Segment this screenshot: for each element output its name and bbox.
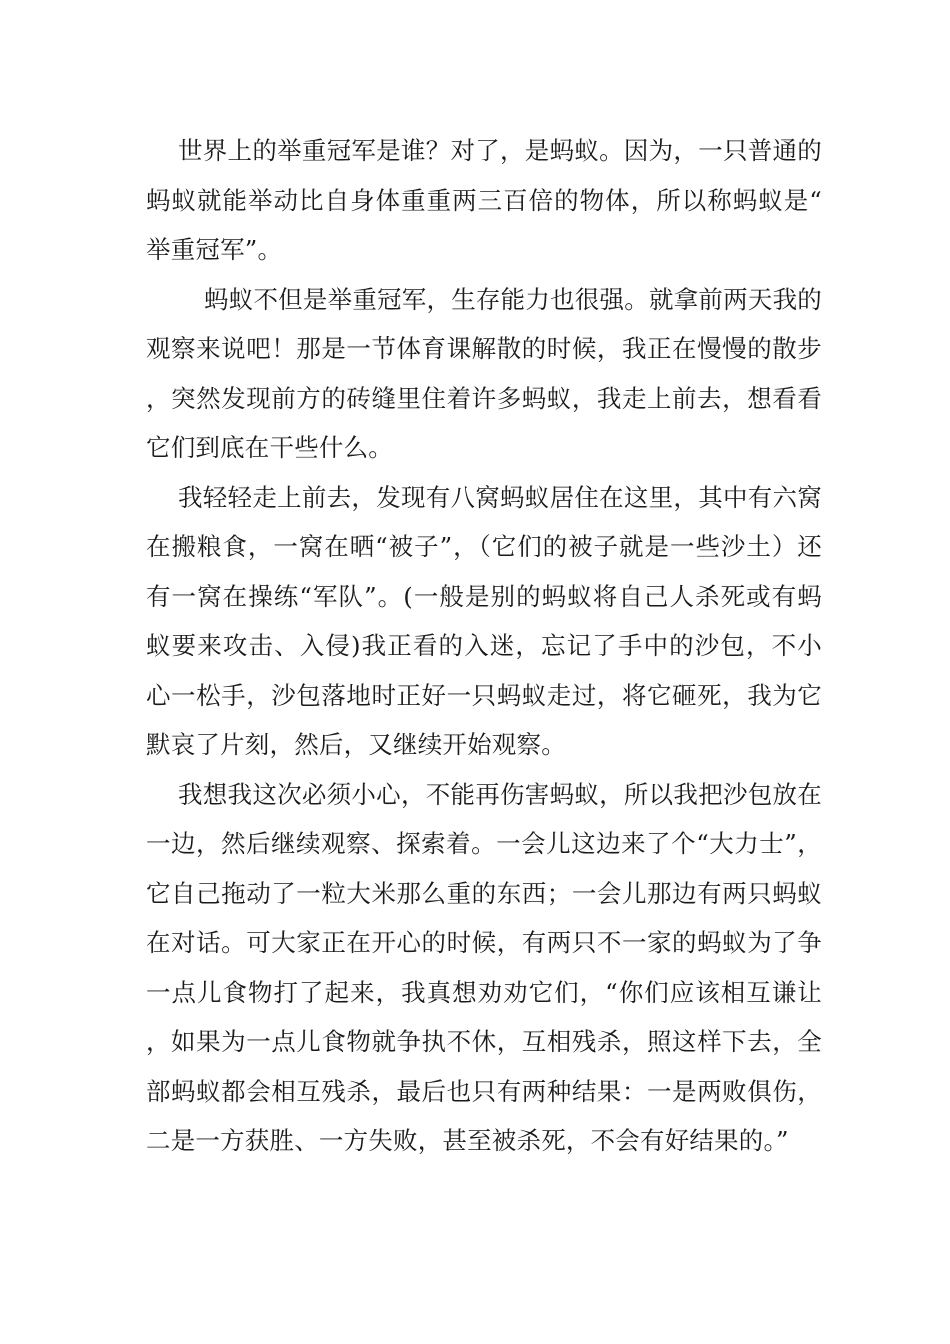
paragraph-1: 世界上的举重冠军是谁？对了，是蚂蚁。因为，一只普通的蚂蚁就能举动比自身体重重两三百倍的物体，所以称蚂蚁是“举重冠军”。 — [146, 136, 822, 264]
paragraph-4: 我想我这次必须小心，不能再伤害蚂蚁，所以我把沙包放在一边，然后继续观察、探索着。一会儿这边来了个“大力士”，它自己拖动了一粒大米那么重的东西；一会儿那边有两只蚂蚁在对话。可大家正在开心的时候，有两只不一家的蚂蚁为了争一点儿食物打了起来，我真想劝劝它们，“你们应该相互谦让，如果为一点儿食物就争执不休，互相残杀，照这样下去，全部蚂蚁都会相互残杀，最后也只有两种结果：一是两败俱伤，二是一方获胜、一方失败，甚至被杀死，不会有好结果的。” — [146, 779, 822, 1155]
paragraph-2: 蚂蚁不但是举重冠军，生存能力也很强。就拿前两天我的观察来说吧！那是一节体育课解散的时候，我正在慢慢的散步，突然发现前方的砖缝里住着许多蚂蚁，我走上前去，想看看它们到底在干些什么。 — [146, 284, 822, 462]
document-page — [146, 126, 822, 1166]
paragraph-3: 我轻轻走上前去，发现有八窝蚂蚁居住在这里，其中有六窝在搬粮食，一窝在晒“被子”，（它们的被子就是一些沙土）还有一窝在操练“军队”。(一般是别的蚂蚁将自己人杀死或有蚂蚁要来攻击、入侵)我正看的入迷，忘记了手中的沙包，不小心一松手，沙包落地时正好一只蚂蚁走过，将它砸死，我为它默哀了片刻，然后，又继续开始观察。 — [146, 482, 822, 759]
